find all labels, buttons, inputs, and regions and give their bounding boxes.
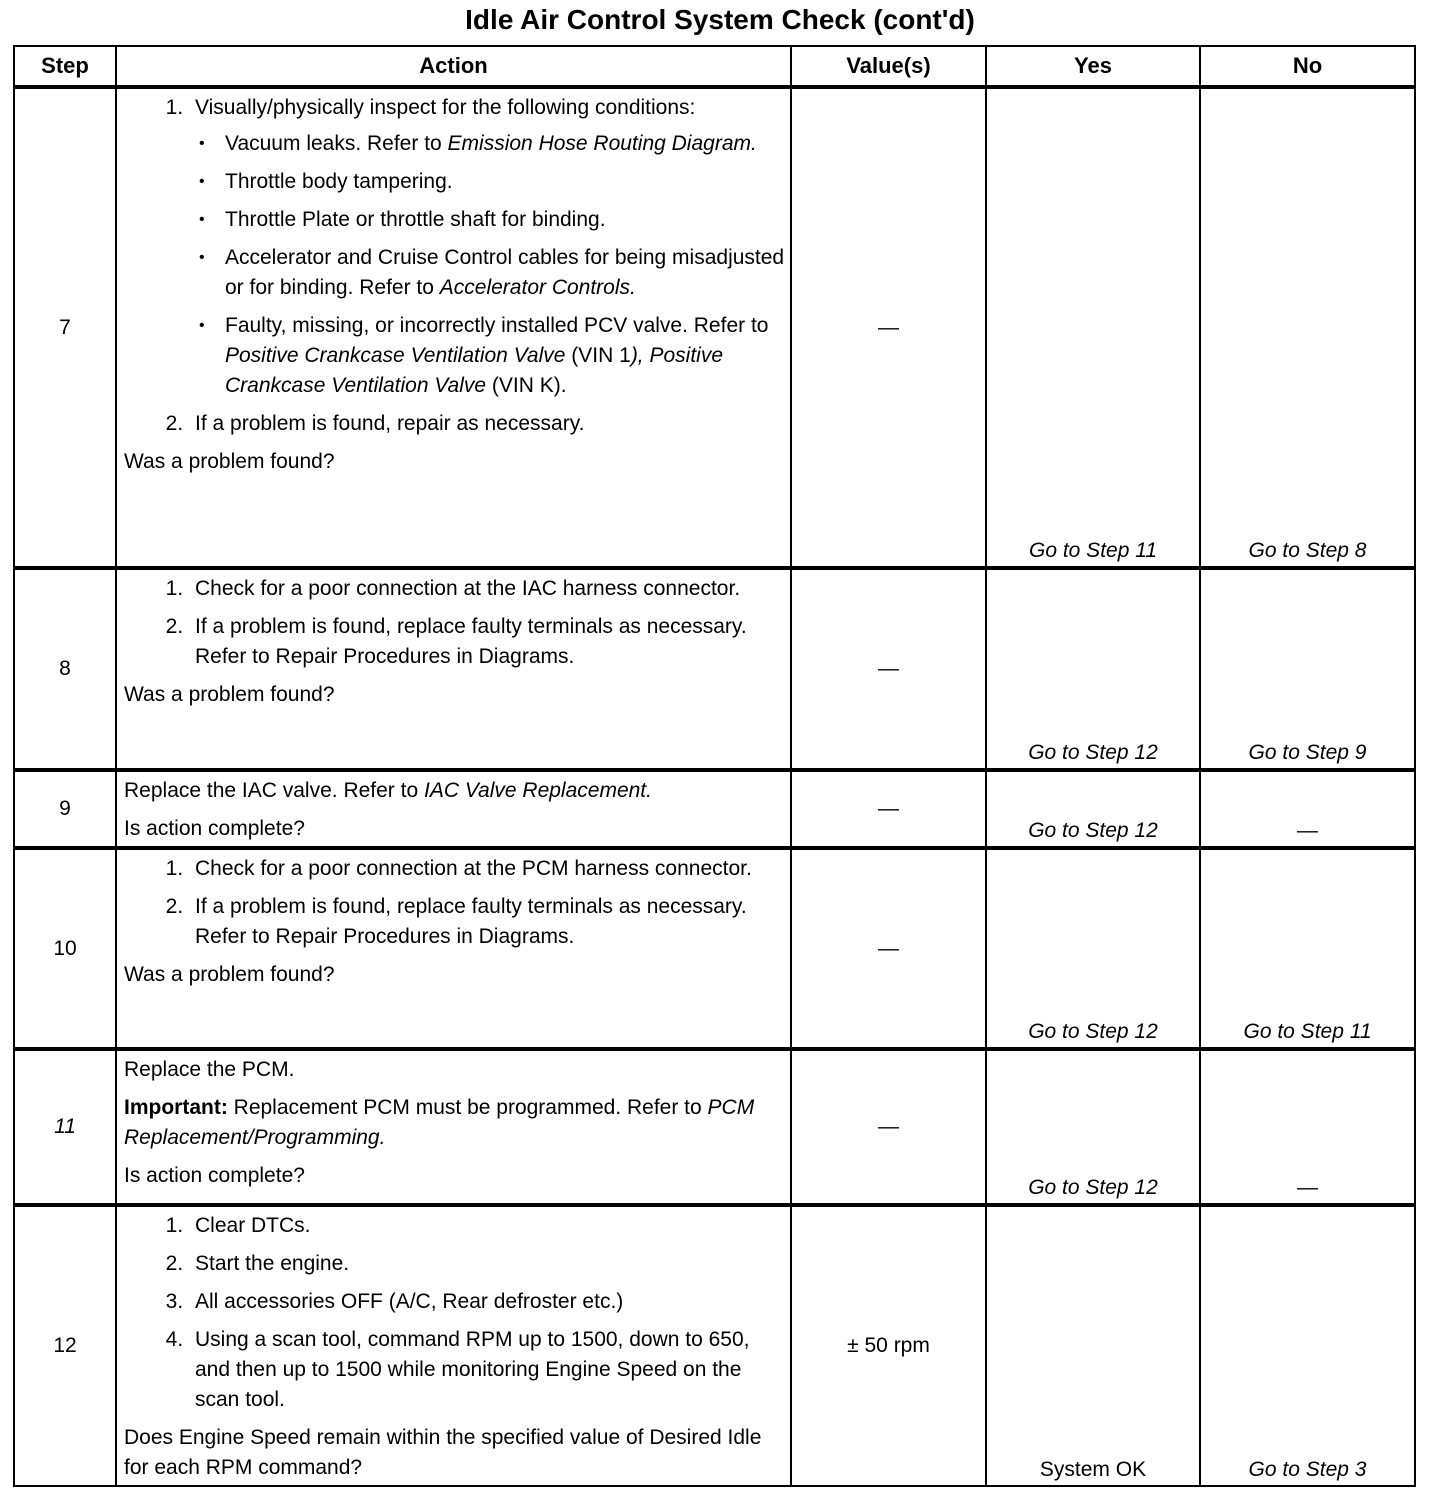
value-cell: —: [791, 770, 986, 848]
value-cell: —: [791, 87, 986, 568]
yes-cell: Go to Step 12: [986, 1049, 1200, 1205]
table-row: [14, 1049, 1415, 1205]
table-row: [14, 848, 1415, 1049]
value-cell: ± 50 rpm: [791, 1205, 986, 1486]
action-cell: [116, 1205, 791, 1486]
action-item: 1. Check for a poor connection at the PCM harness connector.: [189, 854, 786, 884]
step-number: 9: [14, 770, 116, 848]
yes-cell: Go to Step 11: [986, 87, 1200, 568]
action-cell: [116, 568, 791, 770]
table-row: [14, 1205, 1415, 1486]
yes-cell: System OK: [986, 1205, 1200, 1486]
no-cell: Go to Step 11: [1200, 848, 1415, 1049]
table-row: [14, 87, 1415, 568]
action-cell: [116, 87, 791, 568]
diagnostic-table: [13, 45, 1416, 1487]
yes-cell: Go to Step 12: [986, 848, 1200, 1049]
action-cell: [116, 1049, 791, 1205]
yes-cell: Go to Step 12: [986, 770, 1200, 848]
step-number: 12: [14, 1205, 116, 1486]
question-text: Is action complete?: [124, 817, 305, 840]
no-cell: —: [1200, 1049, 1415, 1205]
header-yes: Yes: [986, 46, 1200, 87]
action-item: 3. All accessories OFF (A/C, Rear defroster etc.): [189, 1287, 786, 1317]
step-number: 7: [14, 87, 116, 568]
table-row: [14, 568, 1415, 770]
action-cell: [116, 848, 791, 1049]
header-action: Action: [116, 46, 791, 87]
header-row: [14, 46, 1415, 87]
action-item: 2. If a problem is found, replace faulty terminals as necessary. Refer to Repair Procedures in Diagrams.: [189, 892, 786, 952]
condition-item: • Throttle body tampering.: [225, 167, 786, 197]
no-cell: —: [1200, 770, 1415, 848]
action-item: 2. If a problem is found, replace faulty terminals as necessary. Refer to Repair Procedures in Diagrams.: [189, 612, 786, 672]
table-row: [14, 770, 1415, 848]
step-number: 10: [14, 848, 116, 1049]
important-note: Important: Replacement PCM must be programmed. Refer to PCM Replacement/Programming.: [124, 1096, 755, 1149]
question-text: Was a problem found?: [124, 963, 335, 986]
header-step: Step: [14, 46, 116, 87]
action-item: 1. Check for a poor connection at the IAC harness connector.: [189, 574, 786, 604]
page-title: Idle Air Control System Check (cont'd): [465, 4, 975, 35]
question-text: Was a problem found?: [124, 450, 335, 473]
condition-item: • Accelerator and Cruise Control cables for being misadjusted or for binding. Refer to Accelerator Controls.: [225, 243, 786, 303]
condition-item: • Vacuum leaks. Refer to Emission Hose Routing Diagram.: [225, 129, 786, 159]
no-cell: Go to Step 9: [1200, 568, 1415, 770]
action-item: 1. Visually/physically inspect for the following conditions: • Vacuum leaks. Refer to Emission Hose Routing Diagram. • Throttle body tampering. • Throttle Plate or throttle shaft for binding. • Accelerator and Cruise Control cables for being misadjusted or for binding. Refer to Accelerator Controls. • Faulty, missing, or incorrectly installed PCV valve. Refer to Positive Crankcase Ventilation Valve (VIN 1), Positive Crankcase Ventilation Valve (VIN K).: [189, 93, 786, 401]
header-values: Value(s): [791, 46, 986, 87]
action-item: 2. Start the engine.: [189, 1249, 786, 1279]
action-text: Replace the PCM.: [124, 1058, 295, 1081]
action-item: 4. Using a scan tool, command RPM up to 1500, down to 650, and then up to 1500 while monitoring Engine Speed on the scan tool.: [189, 1325, 786, 1415]
value-cell: —: [791, 568, 986, 770]
no-cell: Go to Step 3: [1200, 1205, 1415, 1486]
action-item: 1. Clear DTCs.: [189, 1211, 786, 1241]
question-text: Does Engine Speed remain within the specified value of Desired Idle for each RPM command?: [124, 1426, 762, 1479]
step-number: 8: [14, 568, 116, 770]
action-item: 2. If a problem is found, repair as necessary.: [189, 409, 786, 439]
question-text: Was a problem found?: [124, 683, 335, 706]
action-cell: [116, 770, 791, 848]
condition-item: • Faulty, missing, or incorrectly installed PCV valve. Refer to Positive Crankcase Ventilation Valve (VIN 1), Positive Crankcase Ventilation Valve (VIN K).: [225, 311, 786, 401]
value-cell: —: [791, 1049, 986, 1205]
condition-item: • Throttle Plate or throttle shaft for binding.: [225, 205, 786, 235]
question-text: Is action complete?: [124, 1164, 305, 1187]
yes-cell: Go to Step 12: [986, 568, 1200, 770]
step-number: 11: [14, 1049, 116, 1205]
header-no: No: [1200, 46, 1415, 87]
action-text: Replace the IAC valve. Refer to IAC Valve Replacement.: [124, 779, 652, 802]
value-cell: —: [791, 848, 986, 1049]
no-cell: Go to Step 8: [1200, 87, 1415, 568]
